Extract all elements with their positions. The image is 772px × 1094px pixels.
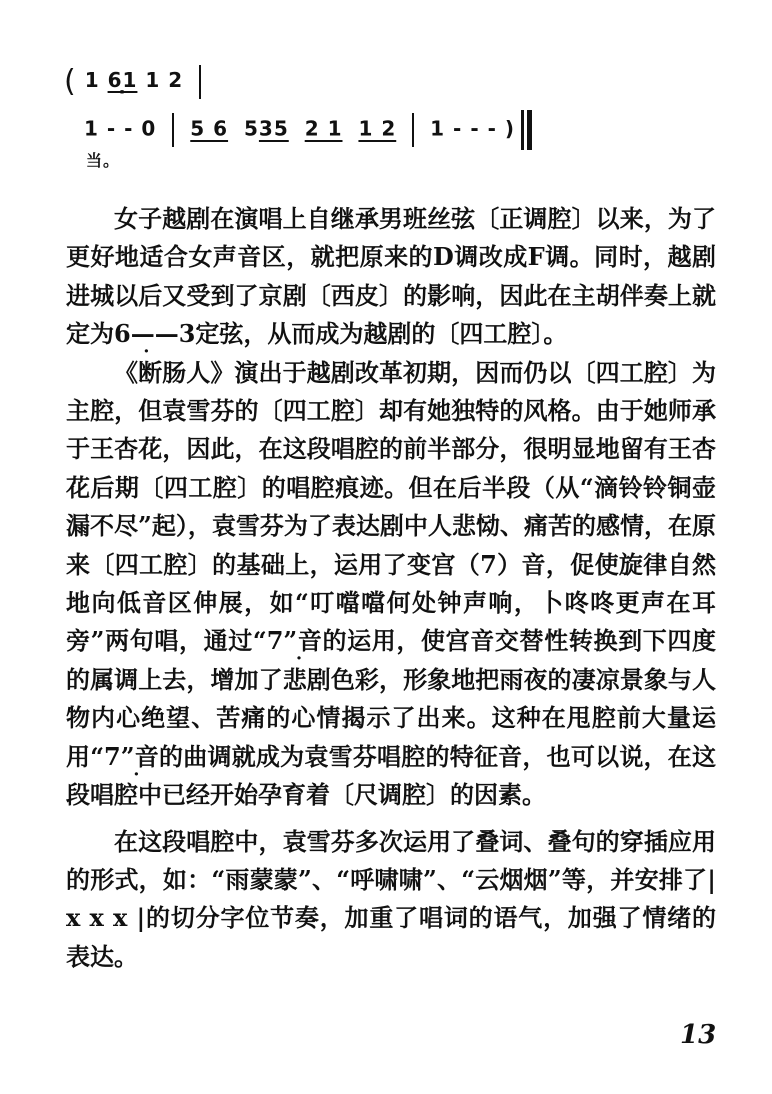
notation-barline: [412, 113, 414, 147]
paragraph-3: [66, 823, 716, 977]
notation-notes-underlined: 5 6: [190, 116, 229, 141]
page-number: 13: [680, 1020, 717, 1050]
paragraph-text: 《断肠人》演出于越剧改革初期，因而仍以〔四工腔〕为主腔，但袁雪芬的〔四工腔〕却有她独特的风格。由于她师承于王杏花，因此，在这段唱腔的前半部分，很明显地留有王杏花后期〔四工腔〕的唱腔痕迹。但在后半段（从“滴铃铃铜壶漏不尽”起），袁雪芬为了表达剧中人悲恸、痛苦的感情，在原来〔四工腔〕的基础上，运用了变宫（7）音，促使旋律自然地向低音区伸展，如“叮噹噹何处钟声响，卜咚咚更声在耳旁”两句唱，通过“: [66, 357, 716, 656]
low-note: 7 ·: [267, 626, 284, 655]
notation-final-barline-thick: [527, 110, 532, 150]
note: 3: [178, 319, 196, 349]
paragraph-1: [66, 200, 716, 354]
paragraph-text: 的切分字位节奏，加重了唱词的语气，加强了情绪的表达。: [66, 903, 716, 971]
notation-measure: 1 - - 0: [84, 116, 157, 141]
notation-close-paren: ): [504, 116, 515, 141]
low-note: 7 ·: [104, 742, 121, 771]
body-text: [66, 200, 716, 976]
notation-barline: [199, 65, 201, 99]
notation-final-barline-thin: [521, 110, 524, 150]
notation-lyric: 当。: [86, 151, 121, 170]
notation-notes-underlined: 35: [258, 116, 289, 141]
rhythm-pattern: | x x x |: [66, 864, 716, 933]
notation-open-paren: (: [64, 64, 77, 99]
low-note: 6 ·: [114, 319, 131, 348]
notation-main-row: [84, 110, 532, 150]
notation-notes-underlined: 2 1: [304, 116, 343, 141]
dash: ——: [130, 319, 179, 349]
notation-barline: [172, 113, 174, 147]
paragraph-text: 定弦，从而成为越剧的〔四工腔〕。: [195, 319, 568, 349]
notation-measure: 1 - - -: [430, 116, 497, 141]
paragraph-text: 女子越剧在演唱上自继承男班丝弦〔正调腔〕以来，为了更好地适合女声音区，就把原来的D调改成F调。同时，越剧进城以后又受到了京剧〔西皮〕的影响，因此在主胡伴奏上就定为: [66, 204, 716, 349]
notation-notes: 1 2: [137, 68, 184, 92]
notation-intro-row: [64, 60, 209, 99]
notation-notes-underlined: 1 2: [358, 116, 397, 141]
paragraph-text: 在这段唱腔中，袁雪芬多次运用了叠词、叠句的穿插应用的形式，如：“雨蒙蒙”、“呼啸啸”、“云烟烟”等，并安排了: [66, 826, 716, 894]
paragraph-text: ”音的曲调就成为袁雪芬唱腔的特征音，也可以说，在这段唱腔中已经开始孕育着〔尺调腔〕的因素。: [66, 741, 716, 810]
paragraph-2: [66, 354, 716, 815]
notation-notes: 5: [244, 116, 259, 141]
paragraph-text: ”音的运用，使宫音交替性转换到下四度的属调上去，增加了悲剧色彩，形象地把雨夜的凄凉景象与人物内心绝望、苦痛的心情揭示了出来。这种在甩腔前大量运用“: [66, 626, 717, 771]
notation-notes: 1: [84, 68, 108, 92]
notation-notes-underlined: 61 ·: [108, 68, 138, 92]
